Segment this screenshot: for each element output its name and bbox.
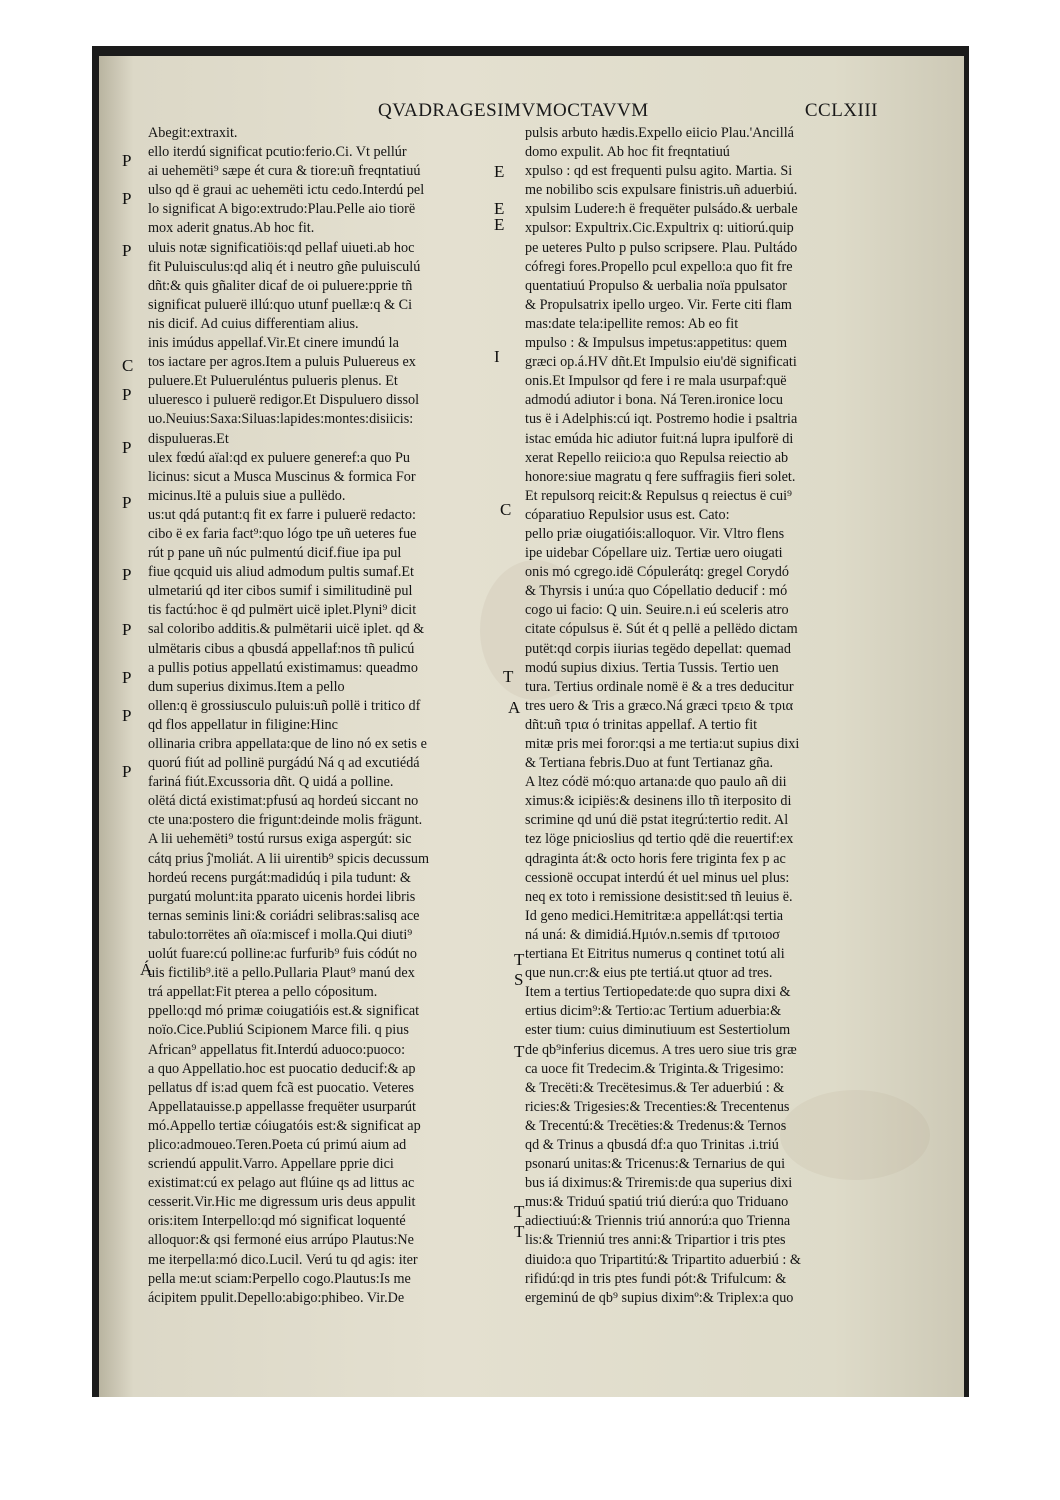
text-line: tos iactare per agros.Item a puluis Puluereus ex bbox=[148, 354, 416, 371]
text-line: ester tium: cuius diminutiuum est Sestertiolum bbox=[525, 1022, 791, 1039]
text-line: & Tertiana febris.Duo at funt Tertianaz gña. bbox=[525, 755, 774, 772]
text-line: que nun.cr:& eius pte tertiá.ut qtuor ad tres. bbox=[525, 965, 773, 982]
text-line: trá appellat:Fit pterea a pello cópositum. bbox=[148, 984, 378, 1001]
text-line: Et repulsorq reicit:& Repulsus q reiectus ë cui⁹ bbox=[525, 487, 792, 504]
text-line: admodú adiutor i bona. Ná Teren.ironice locu bbox=[525, 392, 783, 409]
text-line: Item a tertius Tertiopedate:de quo supra dixi & bbox=[525, 984, 791, 1001]
text-line: ná uná: & dimidiá.Hμιόν.n.semis df τριτοιοσ bbox=[525, 926, 780, 943]
marginal-initial: A bbox=[508, 698, 521, 717]
text-line: alloquor:& qsi fermoné eius arrúpo Plautus:Ne bbox=[148, 1232, 414, 1249]
text-line: Abegit:extraxit. bbox=[148, 125, 238, 141]
marginal-initial: E bbox=[494, 199, 505, 218]
text-line: existimat:cú ex pelago aut flúine qs ad littus ac bbox=[148, 1175, 415, 1192]
text-line: quentatiuú Propulso & uerbalia noïa ppulsator bbox=[525, 277, 788, 294]
text-line: cibo ë ex faria fact⁹:quo lógo tpe uñ ueteres fue bbox=[148, 525, 417, 542]
text-line: onis.Et Impulsor qd fere i re mala usurpaf:quë bbox=[525, 373, 787, 390]
text-line: cte una:postero die frigunt:deinde molis frägunt. bbox=[148, 812, 423, 829]
text-line: significat puluerë illú:quo utunf puellæ:q & Ci bbox=[148, 296, 413, 313]
text-line: ulso qd ë graui ac uehemëti ictu cedo.Interdú pel bbox=[148, 182, 425, 199]
text-line: rifidú:qd in tris ptes fundi pót:& Trifulcum: & bbox=[525, 1270, 787, 1287]
text-line: tres uero & Tris a græco.Ná græci τρειο & τρια bbox=[525, 697, 794, 714]
text-line: ollen:q ë grossiusculo puluis:uñ pollë i tritico df bbox=[148, 697, 421, 714]
text-line: A lii uehemëti⁹ tostú rursus exiga aspergút: sic bbox=[148, 831, 412, 848]
text-line: honore:siue magratu q fere suffragiis fieri solet. bbox=[525, 468, 796, 485]
text-line: onis mó cgrego.idë Cópulerátq: gregel Corydó bbox=[525, 564, 789, 581]
marginal-initial: P bbox=[122, 762, 132, 781]
text-line: diuido:a quo Tripartitú:& Tripartito aduerbiú : & bbox=[525, 1251, 801, 1268]
text-line: & Propulsatrix ipello urgeo. Vir. Ferte citi flam bbox=[525, 296, 792, 313]
text-line: ximus:& icipiës:& desinens illo tñ iterposito di bbox=[525, 793, 792, 810]
text-line: de qb⁹inferius dicemus. A tres uero siue tris græ bbox=[525, 1041, 797, 1058]
text-line: xerat Repello reiicio:a quo Repulsa reiectio ab bbox=[525, 449, 789, 466]
text-line: qd flos appellatur in filigine:Hinc bbox=[148, 716, 338, 733]
text-line: tis factú:hoc ë qd pulmërt uicë iplet.Plyni⁹ dicit bbox=[148, 602, 417, 619]
text-line: citate cópulsus ë. Sút ét q pellë a pellëdo dictam bbox=[525, 621, 798, 638]
text-line: xpulsor: Expultrix.Cic.Expultrix q: uitiorú.quip bbox=[525, 220, 794, 237]
marginal-initial: I bbox=[494, 347, 500, 366]
text-line: a pullis potius appellatú existimamus: queadmo bbox=[148, 659, 418, 676]
text-line: ai uehemëti⁹ sæpe ét cura & tiore:uñ freqntatiuú bbox=[148, 163, 421, 180]
marginal-initial: P bbox=[122, 668, 132, 687]
running-header bbox=[378, 100, 878, 122]
marginal-initial: P bbox=[122, 706, 132, 725]
marginal-initial: T bbox=[514, 1042, 525, 1061]
marginal-initial: T bbox=[514, 1202, 525, 1221]
marginal-initial: P bbox=[122, 241, 132, 260]
marginal-initial: T bbox=[514, 950, 525, 969]
marginal-initial: P bbox=[122, 189, 132, 208]
marginal-initial: P bbox=[122, 620, 132, 639]
text-line: pulsis arbuto hædis.Expello eiicio Plau.'Ancillá bbox=[525, 125, 794, 141]
text-line: cátq prius ĵ'moliát. A lii uirentib⁹ spicis decussum bbox=[148, 850, 429, 867]
text-line: A ltez códë mó:quo artana:de quo paulo añ dii bbox=[525, 774, 787, 791]
text-line: scrimine qd unú dië pstat itegrú:tertio redit. Al bbox=[525, 812, 789, 829]
text-line: cessionë occupat interdú ét uel minus uel plus: bbox=[525, 869, 790, 886]
text-line: ricies:& Trigesies:& Trecenties:& Trecentenus bbox=[525, 1098, 790, 1115]
text-line: scriendú appulit.Varro. Appellare pprie dici bbox=[148, 1156, 394, 1173]
text-line: licinus: sicut a Musca Muscinus & formica For bbox=[148, 468, 416, 485]
text-line: a quo Appellatio.hoc est puocatio deducif:& ap bbox=[148, 1060, 416, 1077]
text-line: African⁹ appellatus fit.Interdú aduoco:puoco: bbox=[148, 1041, 406, 1058]
text-line: xpulsim Ludere:h ë frequëter pulsádo.& uerbale bbox=[525, 201, 798, 218]
text-line: cóparatiuo Repulsior usus est. Cato: bbox=[525, 506, 730, 523]
text-line: mpulso : & Impulsus impetus:appetitus: quem bbox=[525, 335, 788, 352]
text-line: & Thyrsis i unú:a quo Cópellatio deducif : mó bbox=[525, 583, 788, 600]
marginal-initial: P bbox=[122, 565, 132, 584]
text-line: tura. Tertius ordinale nomë ë & a tres deducitur bbox=[525, 678, 794, 695]
text-line: ca uoce fit Tredecim.& Triginta.& Trigesimo: bbox=[525, 1060, 784, 1077]
text-line: fariná fiút.Excussoria dñt. Q uidá a polline. bbox=[148, 774, 394, 791]
text-line: purgatú molunt:ita pparato uicenis hordei libris bbox=[148, 888, 416, 905]
text-line: inis imúdus appellaf.Vir.Et cinere imundú la bbox=[148, 335, 399, 352]
text-line: græci op.á.HV dñt.Et Impulsio eiu'dë significati bbox=[525, 354, 797, 371]
text-line: qdraginta át:& octo horis fere triginta fex p ac bbox=[525, 850, 786, 867]
text-line: mitæ pris mei foror:qsi a me tertia:ut supius dixi bbox=[525, 736, 800, 752]
marginal-initial: Á bbox=[140, 960, 153, 979]
text-line: qd & Trinus a qbusdá df:a quo Trinitas .i.triú bbox=[525, 1136, 779, 1153]
text-line: puluere.Et Pulueruléntus pulueris plenus. Et bbox=[148, 373, 398, 390]
text-line: & Trecëti:& Trecëtesimus.& Ter aduerbiú : & bbox=[525, 1079, 785, 1096]
text-line: ertius dicim⁹:& Tertio:ac Tertium aduerbia:& bbox=[525, 1003, 782, 1020]
text-line: ppello:qd mó primæ coiugatióis est.& significat bbox=[148, 1003, 420, 1020]
text-line: ternas seminis lini:& coriádri selibras:salisq ace bbox=[148, 907, 420, 924]
text-line: & Trecentú:& Trecëties:& Tredenus:& Ternos bbox=[525, 1117, 787, 1134]
text-line: xpulso : qd est frequenti pulsu agito. Martia. Si bbox=[525, 163, 793, 180]
text-line: istac emúda hic adiutor fuit:ná lupra ipulforë di bbox=[525, 430, 794, 447]
text-line: Appellatauisse.p appellasse frequëter usurparút bbox=[148, 1098, 416, 1115]
text-line: micinus.Itë a puluis siue a pullëdo. bbox=[148, 487, 346, 504]
text-line: pella me:ut sciam:Perpello cogo.Plautus:Is me bbox=[148, 1270, 411, 1287]
marginal-initial: S bbox=[514, 970, 524, 989]
text-line: dñt:uñ τρια ό trinitas appellaf. A tertio fit bbox=[525, 716, 758, 733]
marginal-initial: P bbox=[122, 151, 132, 170]
text-line: ulmëtaris cibus a qbusdá appellaf:nos tñ pulicú bbox=[148, 640, 415, 657]
text-line: tabulo:torrëtes añ oïa:miscef i molla.Qui diuti⁹ bbox=[148, 926, 413, 943]
text-line: tus ë i Adelphis:cú iqt. Postremo hodie i psaltria bbox=[525, 411, 798, 428]
text-line: ulex fœdú aïal:qd ex puluere generef:a quo Pu bbox=[148, 449, 410, 466]
text-line: tertiana Et Eitritus numerus q continet totú ali bbox=[525, 946, 785, 963]
right-text-column bbox=[525, 124, 875, 1308]
text-line: cesserit.Vir.Hic me digressum uris deus appulit bbox=[148, 1194, 416, 1211]
text-line: nis dicif. Ad cuius differentiam alius. bbox=[148, 315, 359, 332]
text-line: mus:& Triduú spatiú triú dierú:a quo Triduano bbox=[525, 1194, 789, 1211]
text-line: noïo.Cice.Publiú Scipionem Marce fili. q pius bbox=[148, 1022, 409, 1039]
text-line: cófregi fores.Propello pcul expello:a quo fit fre bbox=[525, 258, 793, 275]
folio-number: CCLXIII bbox=[804, 100, 878, 121]
text-line: putët:qd corpis iiurias tegëdo depellat: quemad bbox=[525, 640, 791, 657]
text-line: pello priæ oiugatióis:alloquor. Vir. Vltro flens bbox=[525, 525, 785, 542]
marginal-initial: E bbox=[494, 162, 505, 181]
text-line: uolút fuare:cú polline:ac furfurib⁹ fuis códút no bbox=[148, 946, 417, 963]
text-line: us:ut qdá putant:q fit ex farre i puluerë redacto: bbox=[148, 506, 416, 523]
text-line: mó.Appello tertiæ cóiugatóis est:& significat ap bbox=[148, 1117, 421, 1134]
text-line: fit Puluisculus:qd aliq ét i neutro gñe puluisculú bbox=[148, 258, 421, 275]
text-line: ollinaria cribra appellata:que de lino nó ex setis e bbox=[148, 736, 427, 752]
text-line: bus iá diximus:& Triremis:de qua superius dixi bbox=[525, 1175, 793, 1192]
text-line: ácipitem ppulit.Depello:abigo:phibeo. Vir.De bbox=[148, 1289, 405, 1306]
text-line: ipe uidebar Cópellare uiz. Tertiæ uero oiugati bbox=[525, 545, 783, 562]
text-line: mox aderit gnatus.Ab hoc fit. bbox=[148, 220, 315, 237]
text-line: pellatus df is:ad quem fcã est puocatio. Veteres bbox=[148, 1079, 415, 1096]
text-line: ulmetariú qd iter cibos sumif i similitudinë pul bbox=[148, 583, 413, 600]
text-line: quorú fiút ad pollinë purgádú Ná q ad excutiédá bbox=[148, 755, 420, 772]
text-line: psonarú unitas:& Tricenus:& Ternarius de qui bbox=[525, 1156, 786, 1173]
text-line: Id geno medici.Hemitritæ:a appellát:qsi tertia bbox=[525, 907, 784, 924]
text-line: fiue qcquid uis aliud admodum pultis sumaf.Et bbox=[148, 564, 414, 581]
text-line: dum superius diximus.Item a pello bbox=[148, 678, 345, 695]
text-line: dñt:& quis gñaliter dicaf de oi puluere:pprie tñ bbox=[148, 277, 413, 294]
text-line: lis:& Trienniú tres anni:& Tripartior i tris ptes bbox=[525, 1232, 786, 1249]
text-line: hordeú recens purgát:madidúq i pila tudunt: & bbox=[148, 869, 411, 886]
text-line: ulueresco i puluerë redigor.Et Dispuluero dissol bbox=[148, 392, 420, 409]
marginal-initial: P bbox=[122, 493, 132, 512]
marginal-initial: T bbox=[514, 1222, 525, 1241]
text-line: uo.Neuius:Saxa:Siluas:lapides:montes:disiicis: bbox=[148, 411, 414, 428]
marginal-initial: T bbox=[503, 667, 514, 686]
text-line: sal coloribo additis.& pulmëtarii uicë iplet. qd & bbox=[148, 621, 425, 638]
text-line: domo expulit. Ab hoc fit freqntatiuú bbox=[525, 144, 730, 161]
text-line: tez löge pnicioslius qd tertio qdë die reuertif:ex bbox=[525, 831, 794, 848]
text-line: dispulueras.Et bbox=[148, 430, 229, 447]
text-line: cogo ui facio: Q uin. Seuire.n.i eú sceleris atro bbox=[525, 602, 789, 619]
text-line: modú supius dixius. Tertia Tussis. Tertio uen bbox=[525, 659, 779, 676]
marginal-initial: C bbox=[122, 356, 134, 375]
text-line: uluis notæ significatiöis:qd pellaf uiueti.ab hoc bbox=[148, 239, 415, 256]
text-line: ello iterdú significat pcutio:ferio.Ci. Vt pellúr bbox=[148, 144, 407, 161]
text-line: rút p pane uñ núc pulmentú dicif.fiue ipa pul bbox=[148, 545, 402, 562]
text-line: lo significat A bigo:extrudo:Plau.Pelle aio tiorë bbox=[148, 201, 416, 218]
left-text-column bbox=[148, 124, 504, 1308]
running-title: QVADRAGESIMVMOCTAVVM bbox=[378, 100, 649, 121]
text-line: ergeminú de qb⁹ supius diximº:& Triplex:a quo bbox=[525, 1289, 794, 1306]
text-line: olëtá dictá existimat:pfusú aq hordeú siccant no bbox=[148, 793, 419, 810]
text-line: mas:date tela:ipellite remos: Ab eo fit bbox=[525, 315, 739, 332]
text-line: adiectiuú:& Triennis triú annorú:a quo Trienna bbox=[525, 1213, 791, 1230]
text-line: uis fictilib⁹.itë a pello.Pullaria Plaut⁹ manú dex bbox=[148, 965, 415, 982]
text-line: pe ueteres Pulto p pulso scripsere. Plau. Pultádo bbox=[525, 239, 798, 256]
text-line: me nobilibo scis expulsare finistris.uñ aduerbiú. bbox=[525, 182, 798, 199]
text-line: oris:item Interpello:qd mó significat loquenté bbox=[148, 1213, 406, 1230]
marginal-initial: C bbox=[500, 500, 512, 519]
text-line: me iterpella:mó dico.Lucil. Verú tu qd agis: iter bbox=[148, 1251, 418, 1268]
marginal-initial: P bbox=[122, 385, 132, 404]
text-line: neq ex toto i remissione desistit:sed tñ leuius ë. bbox=[525, 888, 793, 905]
marginal-initial: P bbox=[122, 438, 132, 457]
text-line: plico:admoueo.Teren.Poeta cú primú aium ad bbox=[148, 1136, 407, 1153]
marginal-initial: E bbox=[494, 215, 505, 234]
